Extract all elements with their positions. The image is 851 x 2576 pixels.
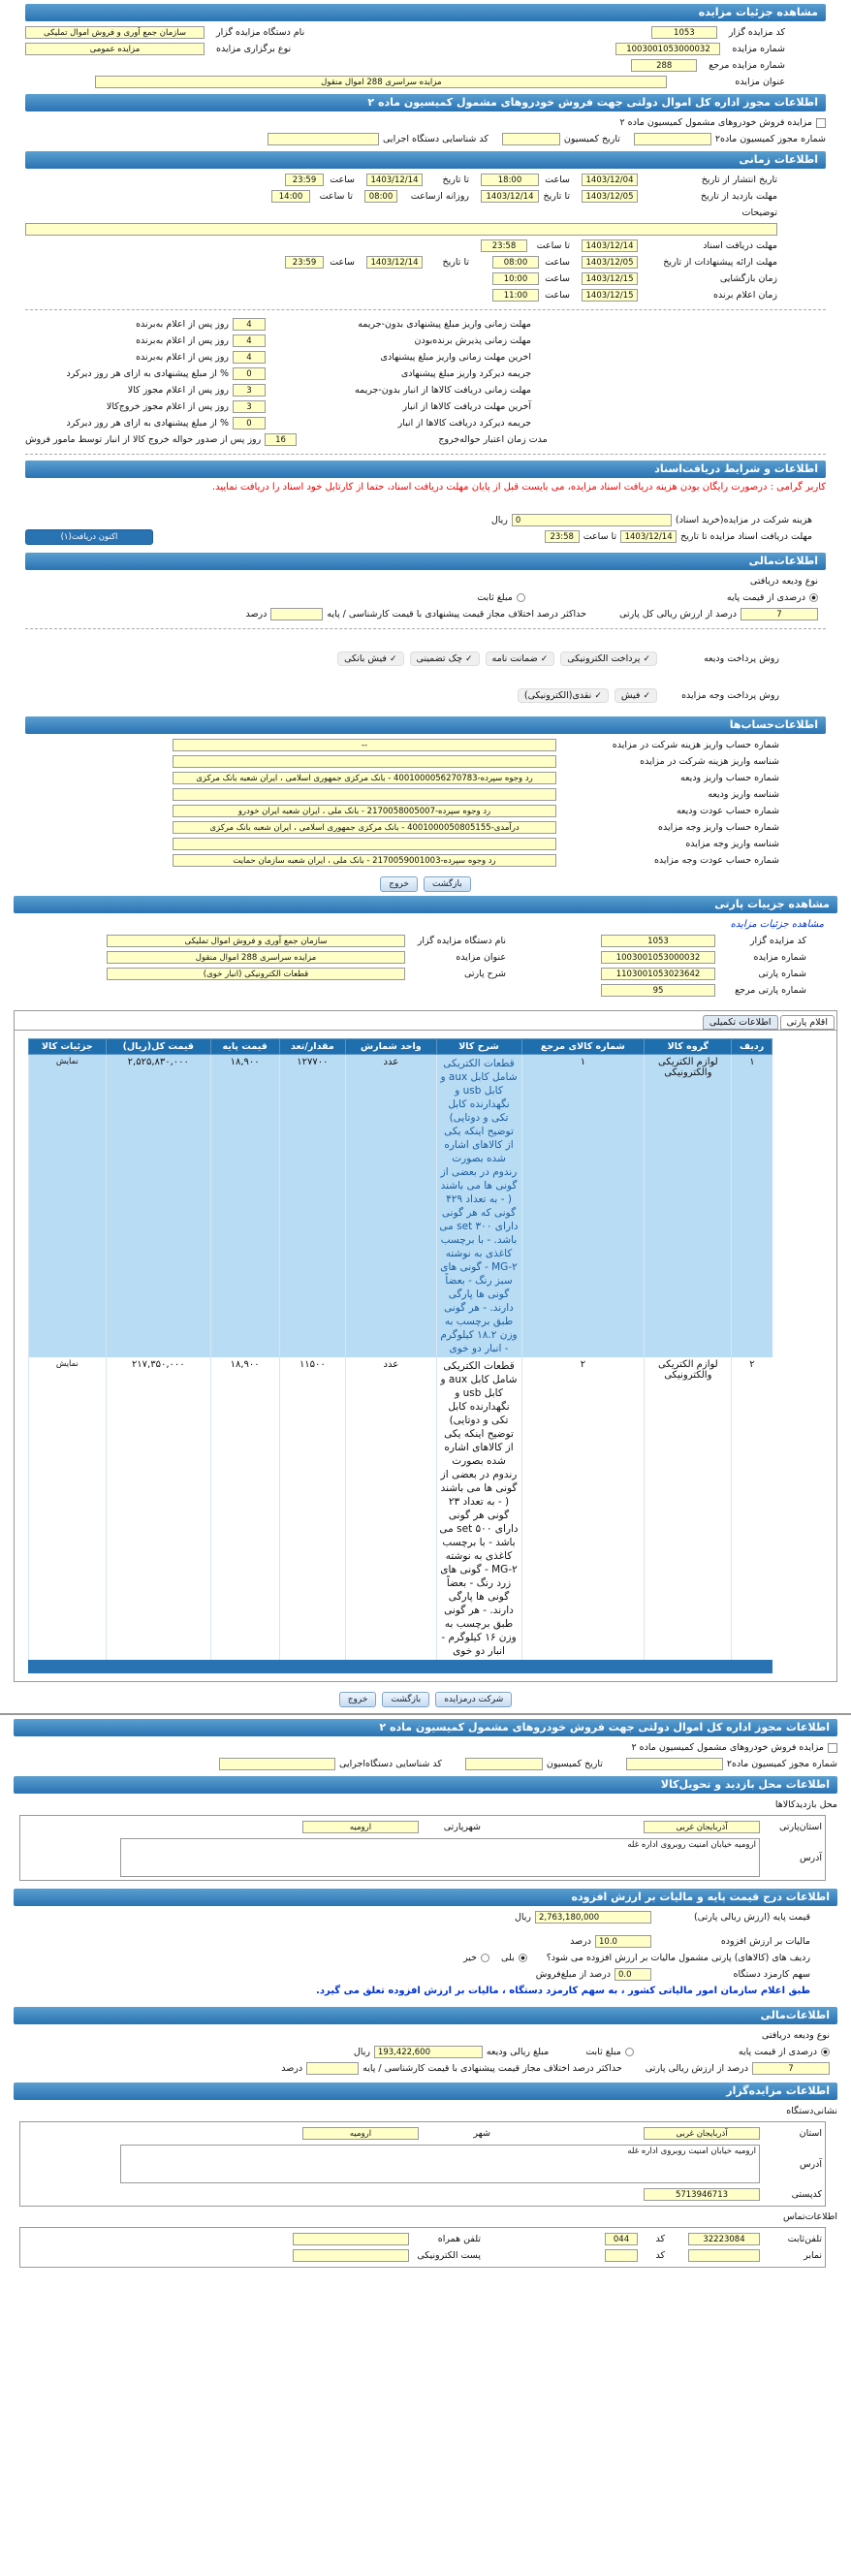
offer-h1: 08:00 [492, 256, 539, 269]
seller-city-label: شهر [473, 2128, 490, 2139]
account-row [25, 852, 826, 869]
account-label: شناسه واریز هزینه شرکت در مزایده [640, 756, 779, 767]
permit-num-field[interactable] [634, 133, 711, 145]
deposit2-pct-radio[interactable] [821, 2048, 830, 2056]
pay-method-option-label: ضمانت نامه [491, 652, 538, 664]
deadline-unit: روز پس از اعلام مجوز خروج‌کالا [106, 401, 229, 412]
account-value: رد وجوه سپرده-4001000056270783 - بانک مرکزی جمهوری اسلامی ، ایران شعبه بانک مرکزی [173, 772, 556, 784]
vat-label: مالیات بر ارزش افزوده [720, 1936, 810, 1947]
accounts-header: اطلاعات‌حساب‌ها [25, 716, 826, 734]
party-subtitle[interactable]: مشاهده جزئیات مزایده [730, 919, 824, 930]
winner-date: 1403/12/15 [582, 289, 638, 302]
party-items-table [28, 1038, 772, 1660]
visit-city-label: شهرپارتی [443, 1822, 481, 1832]
max-diff2-pct: درصد [281, 2063, 303, 2074]
code-field: 1053 [651, 26, 717, 39]
tab-party-items[interactable]: اقلام پارتی [780, 1015, 835, 1030]
base-price-label: قیمت پایه (ارزش ریالی پارتی) [693, 1912, 810, 1923]
deadline-row [25, 316, 826, 333]
docs-deadline-date: 1403/12/14 [620, 530, 677, 543]
permit2-num-label: شماره مجوز کمیسیون ماده۲ [726, 1759, 837, 1769]
deadline-value: 4 [233, 334, 266, 347]
account-label: شماره حساب عودت وجه مزایده [653, 855, 779, 866]
deadline-value: 4 [233, 318, 266, 331]
cell-price: ۱۸,۹۰۰ [210, 1055, 279, 1358]
doc-to: 1403/12/14 [582, 239, 638, 252]
permit-num-label: شماره مجوز کمیسیون ماده۲ [714, 134, 826, 144]
deposit-pct-radio[interactable] [809, 593, 818, 602]
account-value [173, 838, 556, 850]
docs-warning: کاربر گرامی : درصورت رایگان بودن هزینه دریافت اسناد مزایده، می بایست قبل از پایان مهلت دریافت اسناد، حتما از کارتابل خود اسناد را دریافت نمایید. [211, 482, 826, 493]
cell-unit: عدد [346, 1055, 436, 1358]
account-value: رد وجوه سپرده-2170059001003 - بانک ملی ، ایران شعبه سازمان حمایت [173, 854, 556, 867]
deposit2-pct-text: درصد از ارزش ریالی پارتی [645, 2063, 748, 2074]
accounts-exit-button[interactable]: خروج [380, 876, 418, 892]
tax-header: اطلاعات درج قیمت پایه و مالیات بر ارزش افزوده [14, 1889, 837, 1906]
offer-h2: 23:59 [285, 256, 324, 269]
deadline-label: مهلت زمانی واریز مبلغ پیشنهادی بدون-جریمه [358, 319, 531, 330]
max-diff2-field [306, 2062, 359, 2075]
num-field: 1003001053000032 [615, 43, 720, 55]
deadline-label: مدت زمان اعتبار حواله‌خروج [438, 434, 548, 445]
party-title: مزایده سراسری 288 اموال منقول [107, 951, 405, 964]
deadline-label: جریمه دیرکرد دریافت کالاها از انبار [397, 418, 531, 429]
open-h: 10:00 [492, 272, 539, 285]
seller-addr-title: نشانی‌دستگاه [786, 2106, 837, 2116]
cell-price: ۱۸,۹۰۰ [210, 1357, 279, 1660]
seller-header: اطلاعات مزایده‌گزار [14, 2083, 837, 2100]
deadline-value: 0 [233, 417, 266, 429]
deadline-unit: روز پس از اعلام به‌برنده [136, 319, 229, 330]
column-header: شرح کالا [436, 1039, 521, 1055]
seller-email-label: پست الکترونیکی [417, 2250, 481, 2261]
account-value: -- [173, 739, 556, 751]
accounts-back-button[interactable]: بازگشت [424, 876, 471, 892]
auction-details-header: مشاهده جزئیات مزایده [25, 4, 826, 21]
pay2-method-option-label: نقدی(الکترونیکی) [523, 689, 592, 701]
desc-label: توضیحات [741, 207, 777, 218]
permit2-id-label: کد شناسایی دستگاه‌اجرایی [339, 1759, 442, 1769]
max-diff-field [270, 608, 323, 620]
deposit-fixed-radio[interactable] [517, 593, 525, 602]
seller-tel-label: تلفن‌ثابت [787, 2234, 822, 2244]
visit-till-label: تا ساعت [319, 191, 353, 202]
account-row [25, 786, 826, 803]
cell-qty: ۱۲۷۷۰۰ [279, 1055, 346, 1358]
share-field: 0.0 [615, 1968, 651, 1981]
party-pdesc: قطعات الکترونیکی (انبار خوی) [107, 968, 405, 980]
offer-from: 1403/12/05 [582, 256, 638, 269]
visit-to: 1403/12/14 [481, 190, 539, 203]
publish-label: تاریخ انتشار از تاریخ [701, 175, 777, 185]
visit-prov-label: استان‌پارتی [778, 1822, 822, 1832]
tax-note: طبق اعلام سازمان امور مالیاتی کشور ، به سهم کارمزد دستگاه ، مالیات بر ارزش افزوده تعلق می گیرد. [316, 1986, 810, 1996]
account-label: شماره حساب عودت ودیعه [676, 806, 779, 816]
publish-h1: 18:00 [481, 174, 539, 186]
offer-hour2-label: ساعت [330, 257, 355, 268]
pay-method-option[interactable]: ✓ چک تضمینی [410, 652, 480, 666]
deposit2-amt-label: مبلغ ریالی ودیعه [486, 2047, 550, 2057]
seller-addr: ارومیه خیابان امنیت روبروی اداره غله [120, 2145, 760, 2183]
visit-from: 1403/12/05 [582, 190, 638, 203]
pay2-method-options [512, 688, 657, 703]
finance2-header: اطلاعات‌مالی [14, 2007, 837, 2024]
account-label: شناسه واریز وجه مزایده [685, 839, 779, 849]
max-diff-pct: درصد [245, 609, 268, 620]
visit-place-label: محل بازدیدکالاها [774, 1799, 837, 1810]
deposit-pct-label: درصدی از قیمت پایه [726, 592, 805, 603]
column-header: شماره کالای مرجع [521, 1039, 645, 1055]
deadline-value: 3 [233, 384, 266, 397]
deadline-value: 3 [233, 400, 266, 413]
winner-h: 11:00 [492, 289, 539, 302]
vat-field: 10.0 [595, 1935, 651, 1948]
publish-from: 1403/12/04 [582, 174, 638, 186]
ref-label: شماره مزایده مرجع [709, 60, 785, 71]
cell-ref: ۲ [521, 1357, 645, 1660]
party-org: سازمان جمع آوری و فروش اموال تملیکی [107, 935, 405, 947]
party-num: 1003001053000032 [601, 951, 715, 964]
seller-fax [688, 2249, 760, 2262]
docs-deadline-label: مهلت دریافت اسناد مزایده تا تاریخ [680, 531, 812, 542]
cell-total: ۲۱۷,۳۵۰,۰۰۰ [106, 1357, 210, 1660]
share-label: سهم کارمزد دستگاه [733, 1969, 810, 1980]
desc-field [25, 223, 777, 236]
account-value [173, 755, 556, 768]
visit-h2: 14:00 [271, 190, 310, 203]
permit2-checkbox[interactable] [828, 1743, 837, 1753]
pay2-method-option[interactable]: ✓ نقدی(الکترونیکی) [518, 688, 609, 703]
column-header: مقدار/تعد [279, 1039, 346, 1055]
column-header: واحد شمارش [346, 1039, 436, 1055]
num-label: شماره مزایده [732, 44, 785, 54]
vat-yes-radio[interactable] [519, 1954, 527, 1962]
seller-addr-label: آدرس [799, 2158, 822, 2170]
offer-hour-label: ساعت [545, 257, 570, 268]
finance-header: اطلاعات‌مالی [25, 553, 826, 570]
cell-desc: قطعات الکتریکی شامل کابل aux و کابل usb و نگهدارنده کابل تکی و دوتایی) توضیح اینکه یکی از کالاهای اشاره شده بصورت رندوم در بعضی از گونی ها می باشند ( - به تعداد ۴۲۹ گونی که هر گونی دارای ۳۰۰ set می باشد. - با برچسب کاغذی به نوشته MG-۲ - گونی های سبز رنگ - بعضاً گونی ها پارگی دارند. - هر گونی طبق برچسب به وزن ۱۸.۲ کیلوگرم - انبار دو خوی [436, 1055, 521, 1358]
get-docs-button[interactable]: اکنون دریافت(۱) [25, 529, 153, 545]
deadline-value: 16 [265, 433, 297, 446]
account-value: درآمدی-4001000050805155 - بانک مرکزی جمهوری اسلامی ، ایران شعبه بانک مرکزی [173, 821, 556, 834]
pay-method-option-label: فیش بانکی [344, 652, 387, 664]
open-label: زمان بازگشایی [719, 273, 777, 284]
pay-method-option-label: پرداخت الکترونیکی [567, 652, 641, 664]
permit2-header: اطلاعات مجوز اداره کل اموال دولتی جهت فروش خودروهای مشمول کمیسیون ماده ۲ [14, 1719, 837, 1736]
winner-hour-label: ساعت [545, 290, 570, 301]
table-row [29, 1055, 772, 1358]
times-header: اطلاعات زمانی [25, 151, 826, 169]
permit-check-label: مزایده فروش خودروهای مشمول کمیسیون ماده ۲ [619, 117, 812, 128]
deadline-label: آخرین مهلت دریافت کالاها از انبار [402, 401, 531, 412]
cell-ref: ۱ [521, 1055, 645, 1358]
cell-detail[interactable]: نمایش [29, 1357, 107, 1660]
deadline-value: 0 [233, 367, 266, 380]
account-row [25, 819, 826, 836]
deadline-row [25, 366, 826, 382]
deadline-label: جریمه دیرکرد واریز مبلغ پیشنهادی [400, 368, 531, 379]
permit2-check-label: مزایده فروش خودروهای مشمول کمیسیون ماده ۲ [631, 1742, 824, 1753]
visit-prov: آذربایجان غربی [644, 1821, 760, 1833]
share-unit: درصد از مبلغ‌فروش [535, 1969, 611, 1980]
deadline-unit: روز پس از اعلام به‌برنده [136, 352, 229, 363]
bid-button[interactable]: شرکت درمزایده [435, 1692, 512, 1707]
seller-mob-label: تلفن همراه [437, 2234, 481, 2244]
deposit-pct-text: درصد از ارزش ریالی کل پارتی [619, 609, 737, 620]
account-value: رد وجوه سپرده-2170058005007 - بانک ملی ، ایران شعبه ایران خودرو [173, 805, 556, 817]
offer-to: 1403/12/14 [366, 256, 423, 269]
permit2-date-label: تاریخ کمیسیون [546, 1759, 603, 1769]
permit2-num-field[interactable] [626, 1758, 723, 1770]
pay2-method-option[interactable]: ✓ فیش [615, 688, 657, 703]
table-header-row [29, 1039, 772, 1055]
docs-header: اطلاعات و شرایط دریافت‌اسناد [25, 461, 826, 478]
deadline-unit: % از مبلغ پیشنهادی به ازای هر روز دیرکرد [66, 418, 229, 429]
party-pref: 95 [601, 984, 715, 997]
cell-desc: قطعات الکتریکی شامل کابل aux و کابل usb و نگهدارنده کابل تکی و دوتایی) توضیح اینکه یکی از کالاهای اشاره شده بصورت رندوم در بعضی از گونی ها می باشند ( - به تعداد ۲۳ گونی هر گونی دارای ۵۰۰ set می باشد - با برچسب کاغذی به نوشته MG-۲ - گونی های زرد رنگ - بعضاً گونی ها پارگی دارند. - هر گونی طبق برچسب به وزن ۱۶ کیلوگرم - انبار دو خوی [436, 1357, 521, 1660]
deadline-unit: % از مبلغ پیشنهادی به ازای هر روز دیرکرد [66, 368, 229, 379]
base-price: 2,763,180,000 [535, 1911, 651, 1924]
deadline-row [25, 349, 826, 366]
doc-till-label: تا ساعت [536, 240, 570, 251]
table-footer-bar [28, 1660, 772, 1673]
party-header: مشاهده جزییات پارتی [14, 896, 837, 913]
seller-post: 5713946713 [644, 2188, 760, 2201]
party-pnum: 1103001053023642 [601, 968, 715, 980]
visit-h1: 08:00 [364, 190, 397, 203]
deposit2-fixed-label: مبلغ ثابت [585, 2047, 621, 2057]
deadline-unit: روز پس از اعلام به‌برنده [136, 335, 229, 346]
doc-label: مهلت دریافت اسناد [703, 240, 777, 251]
deadline-label: اخرین مهلت زمانی واریز مبلغ پیشنهادی [380, 352, 531, 363]
deadlines-list [25, 316, 826, 448]
party-org-label: نام دستگاه مزایده گزار [417, 936, 506, 946]
cell-row: ۲ [732, 1357, 772, 1660]
account-row [25, 737, 826, 753]
title-field: مزایده سراسری 288 اموال منقول [95, 76, 667, 88]
permit-id-field[interactable] [268, 133, 379, 145]
deadline-label: مهلت زمانی دریافت کالاها از انبار بدون-جریمه [355, 385, 531, 396]
cell-total: ۲,۵۲۵,۸۳۰,۰۰۰ [106, 1055, 210, 1358]
account-row [25, 803, 826, 819]
deposit2-rial: ریال [353, 2047, 370, 2057]
org-field: سازمان جمع آوری و فروش اموال تملیکی [25, 26, 205, 39]
seller-contact-title: اطلاعات‌تماس [782, 2211, 837, 2222]
table-row [29, 1357, 772, 1660]
type-label: نوع برگزاری مزایده [216, 44, 292, 54]
seller-post-label: کدپستی [791, 2189, 822, 2200]
deadline-row [25, 415, 826, 431]
deadline-row [25, 431, 826, 448]
account-value [173, 788, 556, 801]
pay-method-option[interactable]: ✓ ضمانت نامه [486, 652, 555, 666]
column-header: جزئیات کالا [29, 1039, 107, 1055]
party-pdesc-label: شرح پارتی [463, 969, 506, 979]
visit-label: مهلت بازدید از تاریخ [700, 191, 777, 202]
seller-prov: آذربایجان غربی [644, 2127, 760, 2140]
pay2-method-label: روش پرداخت وجه مزایده [681, 689, 779, 701]
account-label: شماره حساب واریز ودیعه [680, 773, 779, 783]
deadline-row [25, 398, 826, 415]
deposit2-amt: 193,422,600 [374, 2046, 483, 2058]
docs-deadline-hour-label: تا ساعت [583, 531, 617, 542]
publish-hour-label: ساعت [545, 175, 570, 185]
cell-group: لوازم الکتریکی والکترونیکی [645, 1357, 732, 1660]
pay-method-option[interactable]: ✓ پرداخت الکترونیکی [560, 652, 657, 666]
party-pref-label: شماره پارتی مرجع [735, 985, 806, 996]
max-diff-text: حداکثر درصد اختلاف مجاز قیمت پیشنهادی با قیمت کارشناسی / پایه [327, 609, 587, 620]
seller-fax-code-label: کد [655, 2250, 665, 2261]
party-code: 1053 [601, 935, 715, 947]
permit-checkbox[interactable] [816, 118, 826, 128]
vat-pct: درصد [570, 1936, 591, 1947]
pay-method-options [331, 652, 657, 666]
cell-detail[interactable]: نمایش [29, 1055, 107, 1358]
account-row [25, 770, 826, 786]
offer-label: مهلت ارائه پیشنهادات از تاریخ [663, 257, 777, 268]
account-label: شماره حساب واریز هزینه شرکت در مزایده [612, 740, 779, 750]
permit2-date-field[interactable] [465, 1758, 543, 1770]
deadline-row [25, 333, 826, 349]
title-label: عنوان مزایده [735, 77, 785, 87]
seller-mob [293, 2233, 409, 2245]
visit-addr-label: آدرس [799, 1852, 822, 1863]
vat-question: ردیف های (کالاهای) پارتی مشمول مالیات بر ارزش افزوده می شود؟ [546, 1953, 810, 1963]
deposit2-pct-field: 7 [752, 2062, 830, 2075]
visit-addr: ارومیه خیابان امنیت روبروی اداره غله [120, 1838, 760, 1877]
deposit-pct-field: 7 [741, 608, 818, 620]
seller-tel-code: 044 [605, 2233, 638, 2245]
deposit2-fixed-radio[interactable] [625, 2048, 634, 2056]
deposit2-pct-label: درصدی از قیمت پایه [738, 2047, 817, 2057]
offer-to-label: تا تاریخ [442, 257, 469, 268]
party-title-label: عنوان مزایده [456, 952, 506, 963]
fee-rial: ریال [490, 515, 508, 525]
vat-no-radio[interactable] [481, 1954, 489, 1962]
column-header: قیمت پایه [210, 1039, 279, 1055]
party-back-button[interactable]: بازگشت [382, 1692, 429, 1707]
deadline-label: مهلت زمانی پذیرش برنده‌بودن [414, 335, 531, 346]
permit2-id-field[interactable] [219, 1758, 335, 1770]
tab-extra-info[interactable]: اطلاعات تکمیلی [703, 1015, 778, 1030]
party-num-label: شماره مزایده [753, 952, 806, 963]
seller-email [293, 2249, 409, 2262]
seller-city: ارومیه [302, 2127, 419, 2140]
party-exit-button[interactable]: خروج [339, 1692, 377, 1707]
cell-group: لوازم الکتریکی والکترونیکی [645, 1055, 732, 1358]
party-code-label: کد مزایده گزار [749, 936, 806, 946]
visit-daily-label: روزانه ازساعت [410, 191, 469, 202]
fee-label: هزینه شرکت در مزایده(خرید اسناد) [675, 515, 812, 525]
deadline-row [25, 382, 826, 398]
deposit-type-label: نوع ودیعه دریافتی [749, 576, 818, 587]
column-header: قیمت کل(ریال) [106, 1039, 210, 1055]
cell-qty: ۱۱۵۰۰ [279, 1357, 346, 1660]
publish-hour2-label: ساعت [330, 175, 355, 185]
cell-row: ۱ [732, 1055, 772, 1358]
seller-tel: 32223084 [688, 2233, 760, 2245]
permit-header: اطلاعات مجوز اداره کل اموال دولتی جهت فروش خودروهای مشمول کمیسیون ماده ۲ [25, 94, 826, 111]
winner-label: زمان اعلام برنده [713, 290, 777, 301]
publish-h2: 23:59 [285, 174, 324, 186]
account-label: شناسه واریز ودیعه [708, 789, 779, 800]
permit-id-label: کد شناسایی دستگاه اجرایی [383, 134, 489, 144]
docs-deadline-hour: 23:58 [545, 530, 580, 543]
account-label: شماره حساب واریز وجه مزایده [657, 822, 779, 833]
code-label: کد مزایده گزار [728, 27, 785, 38]
org-label: نام دستگاه مزایده گزار [216, 27, 305, 38]
column-header: گروه کالا [645, 1039, 732, 1055]
pay-method-label: روش پرداخت ودیعه [704, 652, 779, 664]
pay-method-option[interactable]: ✓ فیش بانکی [337, 652, 403, 666]
permit-date-field[interactable] [502, 133, 560, 145]
vat-yes-label: بلی [501, 1953, 515, 1963]
deadline-unit: روز پس از صدور حواله خروج کالا از انبار توسط مامور فروش [25, 434, 262, 445]
column-header: ردیف [732, 1039, 772, 1055]
deadline-unit: روز پس از اعلام مجوز کالا [127, 385, 229, 396]
vat-no-label: خیر [463, 1953, 478, 1963]
visit-city: ارومیه [302, 1821, 419, 1833]
account-row [25, 836, 826, 852]
open-date: 1403/12/15 [582, 272, 638, 285]
pay-method-option-label: چک تضمینی [416, 652, 462, 664]
fee-field: 0 [512, 514, 672, 526]
publish-to: 1403/12/14 [366, 174, 423, 186]
accounts-list [25, 737, 826, 869]
visit-header: اطلاعات محل بازدید و تحویل‌کالا [14, 1776, 837, 1794]
pay2-method-option-label: فیش [620, 689, 641, 701]
deposit2-type-label: نوع ودیعه دریافتی [761, 2030, 830, 2041]
max-diff2-text: حداکثر درصد اختلاف مجاز قیمت پیشنهادی با قیمت کارشناسی / پایه [362, 2063, 622, 2074]
type-field: مزایده عمومی [25, 43, 205, 55]
deposit-fixed-label: مبلغ ثابت [477, 592, 513, 603]
account-row [25, 753, 826, 770]
publish-to-label: تا تاریخ [442, 175, 469, 185]
seller-prov-label: استان [799, 2128, 822, 2139]
doc-h: 23:58 [481, 239, 527, 252]
seller-tel-code-label: کد [655, 2234, 665, 2244]
seller-fax-label: نمابر [804, 2250, 822, 2261]
cell-unit: عدد [346, 1357, 436, 1660]
base-rial: ریال [514, 1912, 531, 1923]
deadline-value: 4 [233, 351, 266, 364]
seller-fax-code [605, 2249, 638, 2262]
party-pnum-label: شماره پارتی [758, 969, 806, 979]
party-items-frame [14, 1010, 837, 1682]
ref-field: 288 [631, 59, 697, 72]
permit-date-label: تاریخ کمیسیون [563, 134, 620, 144]
visit-to-label: تا تاریخ [543, 191, 570, 202]
open-hour-label: ساعت [545, 273, 570, 284]
